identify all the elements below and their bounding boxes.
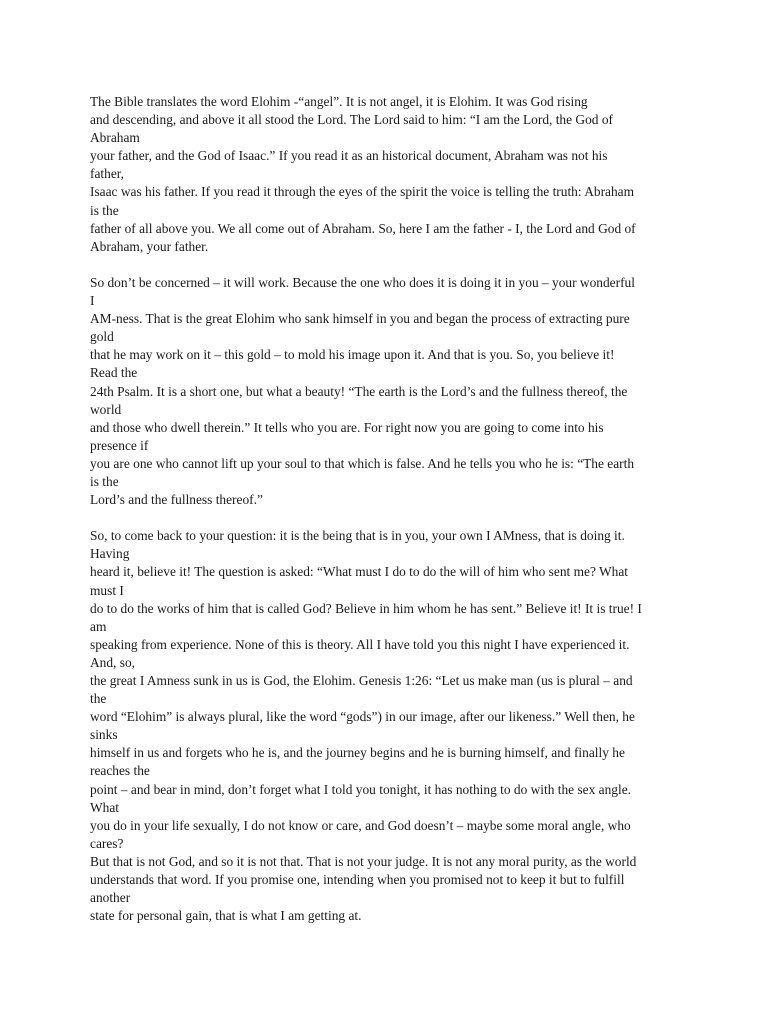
text-line: himself in us and forgets who he is, and the journey begins and he is burning himself, and finally he bbox=[90, 745, 625, 761]
text-line: the bbox=[90, 691, 107, 707]
paragraph-2 bbox=[90, 274, 730, 509]
text-line: Lord’s and the fullness thereof.” bbox=[90, 492, 263, 508]
text-line: heard it, believe it! The question is asked: “What must I do to do the will of him who sent me? What bbox=[90, 564, 628, 580]
text-line: and descending, and above it all stood the Lord. The Lord said to him: “I am the Lord, the God of bbox=[90, 112, 613, 128]
text-line: And, so, bbox=[90, 654, 136, 670]
text-line: world bbox=[90, 401, 122, 417]
text-line: father of all above you. We all come out of Abraham. So, here I am the father - I, the Lord and God of bbox=[90, 220, 636, 236]
text-line: your father, and the God of Isaac.” If you read it as an historical document, Abraham was not his bbox=[90, 148, 608, 164]
text-line: Having bbox=[90, 546, 130, 562]
paragraph-spacer bbox=[90, 256, 730, 274]
text-line: The Bible translates the word Elohim -“angel”. It is not angel, it is Elohim. It was God rising bbox=[90, 94, 588, 109]
text-line: state for personal gain, that is what I am getting at. bbox=[90, 908, 362, 924]
text-line: understands that word. If you promise one, intending when you promised not to keep it but to fulfill bbox=[90, 872, 625, 888]
text-line: presence if bbox=[90, 437, 149, 453]
document-body bbox=[90, 93, 730, 925]
text-line: So don’t be concerned – it will work. Because the one who does it is doing it in you – your wonderful bbox=[90, 274, 635, 290]
text-line: another bbox=[90, 890, 131, 906]
text-line: I bbox=[90, 293, 95, 309]
text-line: is the bbox=[90, 473, 119, 489]
text-line: word “Elohim” is always plural, like the word “gods”) in our image, after our likeness.” Well then, he bbox=[90, 709, 635, 725]
paragraph-3 bbox=[90, 527, 730, 925]
text-line: point – and bear in mind, don’t forget what I told you tonight, it has nothing to do with the sex angle. bbox=[90, 781, 632, 797]
text-line: Abraham, your father. bbox=[90, 238, 209, 254]
text-line: 24th Psalm. It is a short one, but what a beauty! “The earth is the Lord’s and the fullness thereof, the bbox=[90, 383, 628, 399]
text-line: and those who dwell therein.” It tells who you are. For right now you are going to come into his bbox=[90, 419, 604, 435]
text-line: you are one who cannot lift up your soul to that which is false. And he tells you who he is: “The earth bbox=[90, 455, 635, 471]
text-line: So, to come back to your question: it is the being that is in you, your own I AMness, that is doing it. bbox=[90, 528, 625, 544]
text-line: do to do the works of him that is called God? Believe in him whom he has sent.” Believe it! It is true! I bbox=[90, 600, 642, 616]
text-line: you do in your life sexually, I do not know or care, and God doesn’t – maybe some moral angle, who bbox=[90, 817, 631, 833]
paragraph-spacer bbox=[90, 509, 730, 527]
text-line: But that is not God, and so it is not that. That is not your judge. It is not any moral purity, as the world bbox=[90, 853, 637, 869]
text-line: reaches the bbox=[90, 763, 150, 779]
text-line: father, bbox=[90, 166, 125, 182]
text-line: speaking from experience. None of this is theory. All I have told you this night I have experienced it. bbox=[90, 636, 630, 652]
text-line: cares? bbox=[90, 835, 124, 851]
text-line: Isaac was his father. If you read it through the eyes of the spirit the voice is telling the truth: Abraham bbox=[90, 184, 635, 200]
text-line: AM-ness. That is the great Elohim who sank himself in you and began the process of extracting pure bbox=[90, 311, 630, 327]
text-line: gold bbox=[90, 329, 114, 345]
text-line: is the bbox=[90, 202, 119, 218]
text-line: must I bbox=[90, 582, 124, 598]
text-line: What bbox=[90, 799, 119, 815]
text-line: that he may work on it – this gold – to mold his image upon it. And that is you. So, you believe it! bbox=[90, 347, 615, 363]
paragraph-1 bbox=[90, 93, 730, 256]
text-line: am bbox=[90, 618, 107, 634]
text-line: Abraham bbox=[90, 130, 140, 146]
text-line: sinks bbox=[90, 727, 118, 743]
text-line: Read the bbox=[90, 365, 138, 381]
text-line: the great I Amness sunk in us is God, the Elohim. Genesis 1:26: “Let us make man (us is plural – and bbox=[90, 673, 633, 688]
